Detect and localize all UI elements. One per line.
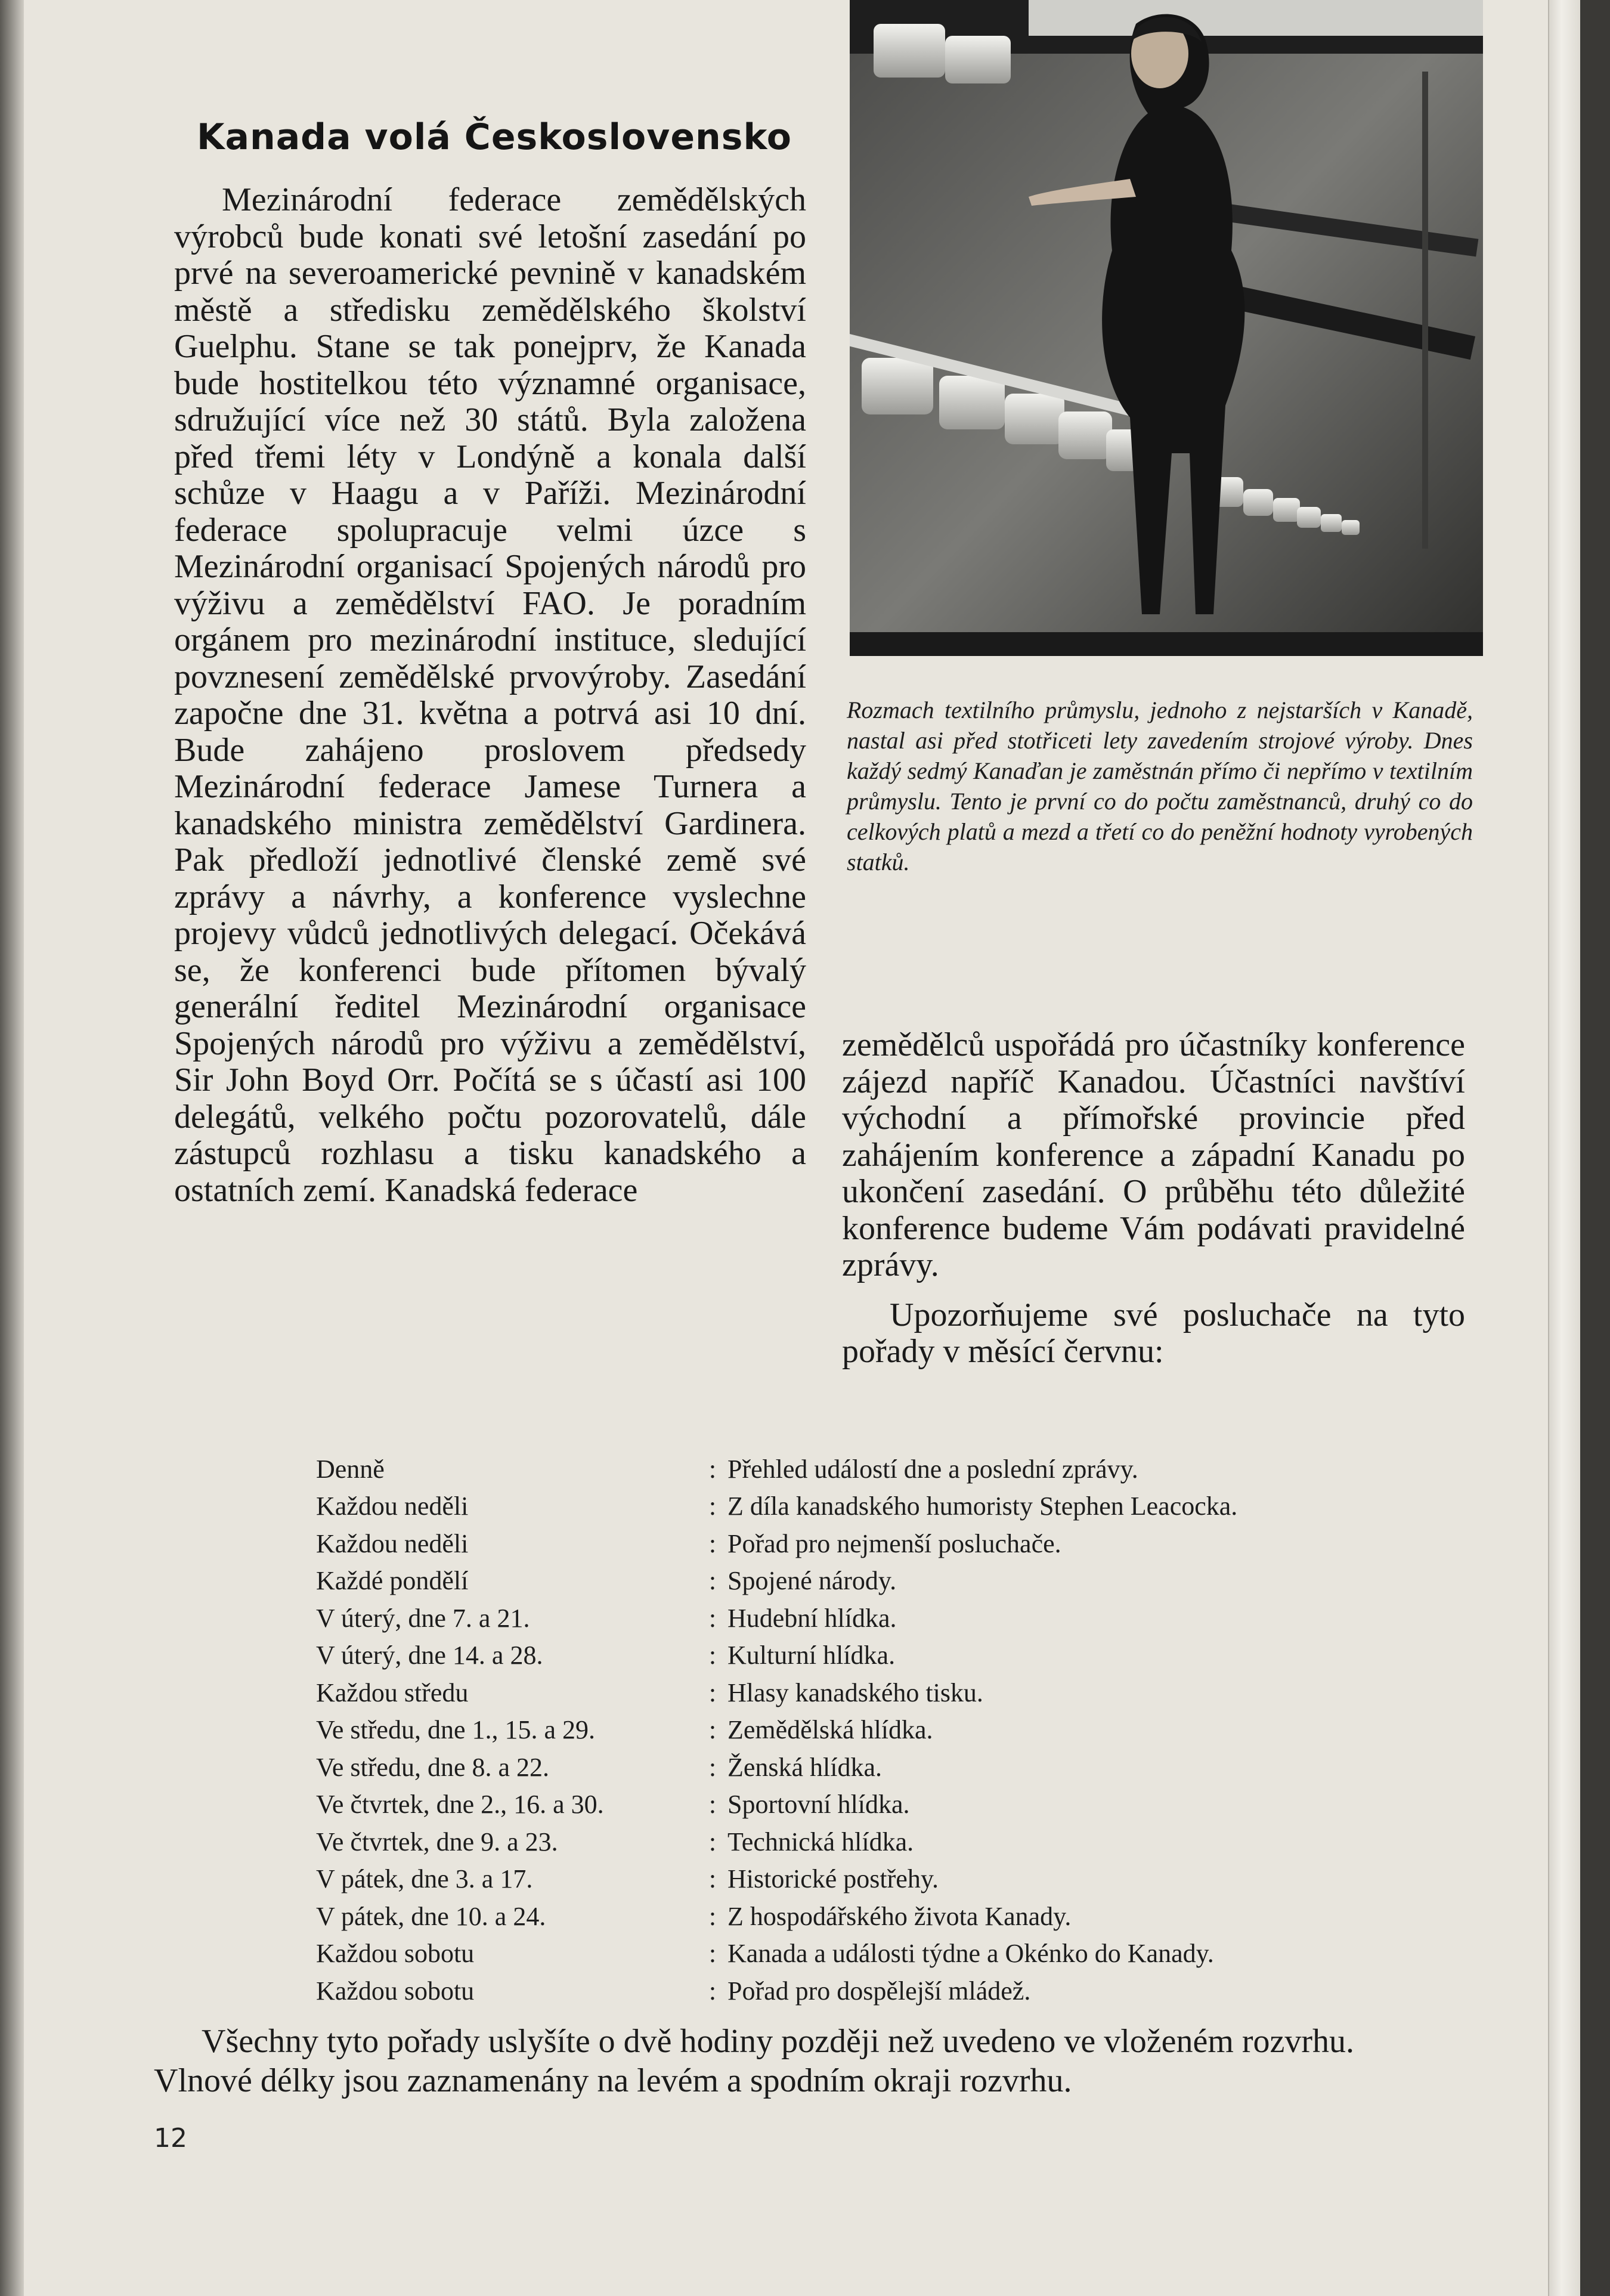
schedule-day: Každé pondělí <box>316 1566 469 1596</box>
schedule-separator: : <box>708 1976 717 2006</box>
schedule-separator: : <box>708 1715 717 1745</box>
page-spine-shadow <box>0 0 24 2296</box>
schedule-separator: : <box>708 1641 717 1670</box>
schedule-day: Ve čtvrtek, dne 9. a 23. <box>316 1827 558 1856</box>
schedule-program: Pořad pro nejmenší posluchače. <box>727 1528 1061 1558</box>
schedule-separator: : <box>708 1790 717 1820</box>
schedule-row <box>316 1525 1449 1562</box>
schedule-program: Hudební hlídka. <box>727 1603 897 1633</box>
schedule-day: V pátek, dne 10. a 24. <box>316 1901 546 1931</box>
schedule-day: Ve středu, dne 1., 15. a 29. <box>316 1715 596 1745</box>
schedule-separator: : <box>708 1864 717 1894</box>
article-right-paragraph-1: zemědělců uspořádá pro účastníky konference zájezd napříč Kanadou. Účastníci navštíví východní a přímořské provincie před zahájením konference a západní Kanadu po ukončení zasedání. O průběhu této důležité konference budeme Vám podávati pravidelné zprávy. <box>842 1026 1465 1283</box>
next-page-edge <box>1548 0 1580 2296</box>
schedule-day: Ve čtvrtek, dne 2., 16. a 30. <box>316 1790 604 1820</box>
schedule-day: Každou středu <box>316 1678 469 1707</box>
footer-note <box>154 2022 1454 2100</box>
schedule-separator: : <box>708 1454 717 1484</box>
schedule-row <box>316 1823 1449 1861</box>
footer-paragraph: Všechny tyto pořady uslyšíte o dvě hodiny později než uvedeno ve vloženém rozvrhu. Vlnové délky jsou zaznamenány na levém a spodním okraji rozvrhu. <box>154 2023 1355 2099</box>
schedule-day: Každou neděli <box>316 1528 469 1558</box>
schedule-day: Každou neděli <box>316 1492 469 1521</box>
schedule-program: Ženská hlídka. <box>727 1752 883 1782</box>
schedule-program: Přehled událostí dne a poslední zprávy. <box>727 1454 1138 1484</box>
schedule-day: Denně <box>316 1454 385 1484</box>
schedule-row <box>316 1637 1449 1675</box>
article-left-paragraph: Mezinárodní federace zemědělských výrobců bude konati své letošní zasedání po prvé na severoamerické pevnině v kanadském městě a středisku zemědělského školství Guelphu. Stane se tak ponejprv, že Kanada bude hostitelkou této významné organisace, sdružující více než 30 států. Byla založena před třemi léty v Londýně a konala další schůze v Haagu a v Paříži. Mezinárodní federace spolupracuje velmi úzce s Mezinárodní organisací Spojených národů pro výživu a zemědělství FAO. Je poradním orgánem pro mezinárodní instituce, sledující povznesení zemědělské prvovýroby. Zasedání započne dne 31. května a potrvá asi 10 dní. Bude zahájeno proslovem předsedy Mezinárodní federace Jamese Turnera a kanadského ministra zemědělství Gardinera. Pak předloží jednotlivé členské země své zprávy a návrhy, a konference vyslechne projevy vůdců jednotlivých delegací. Očekává se, že konferenci bude přítomen bývalý generální ředitel Mezinárodní organisace Spojených národů pro výživu a zemědělství, Sir John Boyd Orr. Počítá se s účastí asi 100 delegátů, velkého počtu pozorovatelů, dále zástupců rozhlasu a tisku kanadského a ostatních zemí. Kanadská federace <box>174 181 806 1209</box>
schedule-separator: : <box>708 1566 717 1596</box>
textile-factory-image <box>850 0 1483 656</box>
photo-caption: Rozmach textilního průmyslu, jednoho z nejstarších v Kanadě, nastal asi před stotřiceti lety zavedením strojové výroby. Dnes každý sedmý Kanaďan je zaměstnán přímo či nepřímo v textilním průmyslu. Tento je první co do počtu zaměstnanců, druhý co do celkových platů a mezd a třetí co do peněžní hodnoty vyrobených statků. <box>847 697 1473 875</box>
schedule-program: Zemědělská hlídka. <box>727 1715 933 1745</box>
schedule-day: V úterý, dne 14. a 28. <box>316 1641 543 1670</box>
schedule-day: V úterý, dne 7. a 21. <box>316 1603 530 1633</box>
schedule-day: Každou sobotu <box>316 1939 475 1969</box>
schedule-program: Technická hlídka. <box>727 1827 914 1856</box>
schedule-day: Ve středu, dne 8. a 22. <box>316 1752 550 1782</box>
schedule-row <box>316 1898 1449 1935</box>
schedule-separator: : <box>708 1528 717 1558</box>
schedule-separator: : <box>708 1678 717 1707</box>
article-right-paragraph-2: Upozorňujeme své posluchače na tyto pořady v měsící červnu: <box>842 1296 1465 1370</box>
schedule-row <box>316 1562 1449 1600</box>
schedule-row <box>316 1450 1449 1488</box>
schedule-program: Z díla kanadského humoristy Stephen Leacocka. <box>727 1492 1238 1521</box>
page-number: 12 <box>154 2123 187 2153</box>
schedule-program: Kulturní hlídka. <box>727 1641 896 1670</box>
schedule-row <box>316 1599 1449 1637</box>
schedule-row <box>316 1935 1449 1973</box>
schedule-separator: : <box>708 1752 717 1782</box>
article-right-column <box>842 1027 1465 1370</box>
schedule-program: Sportovní hlídka. <box>727 1790 910 1820</box>
schedule-row <box>316 1786 1449 1824</box>
schedule-separator: : <box>708 1827 717 1856</box>
schedule-program: Spojené národy. <box>727 1566 897 1596</box>
schedule-program: Pořad pro dospělejší mládež. <box>727 1976 1031 2006</box>
schedule-row <box>316 1749 1449 1786</box>
schedule-row <box>316 1488 1449 1525</box>
article-title: Kanada volá Československo <box>197 116 792 158</box>
schedule-row <box>316 1674 1449 1712</box>
schedule-program: Kanada a události týdne a Okénko do Kanady. <box>727 1939 1214 1969</box>
schedule-row <box>316 1712 1449 1749</box>
schedule-separator: : <box>708 1492 717 1521</box>
schedule-program: Hlasy kanadského tisku. <box>727 1678 983 1707</box>
schedule-separator: : <box>708 1603 717 1633</box>
article-left-column <box>174 182 806 1209</box>
schedule-program: Historické postřehy. <box>727 1864 939 1894</box>
schedule-row <box>316 1861 1449 1898</box>
schedule-day: Každou sobotu <box>316 1976 475 2006</box>
schedule-separator: : <box>708 1901 717 1931</box>
program-schedule <box>316 1450 1449 2010</box>
schedule-program: Z hospodářského života Kanady. <box>727 1901 1072 1931</box>
textile-factory-photo <box>850 0 1483 656</box>
schedule-day: V pátek, dne 3. a 17. <box>316 1864 533 1894</box>
schedule-separator: : <box>708 1939 717 1969</box>
schedule-row <box>316 1972 1449 2010</box>
